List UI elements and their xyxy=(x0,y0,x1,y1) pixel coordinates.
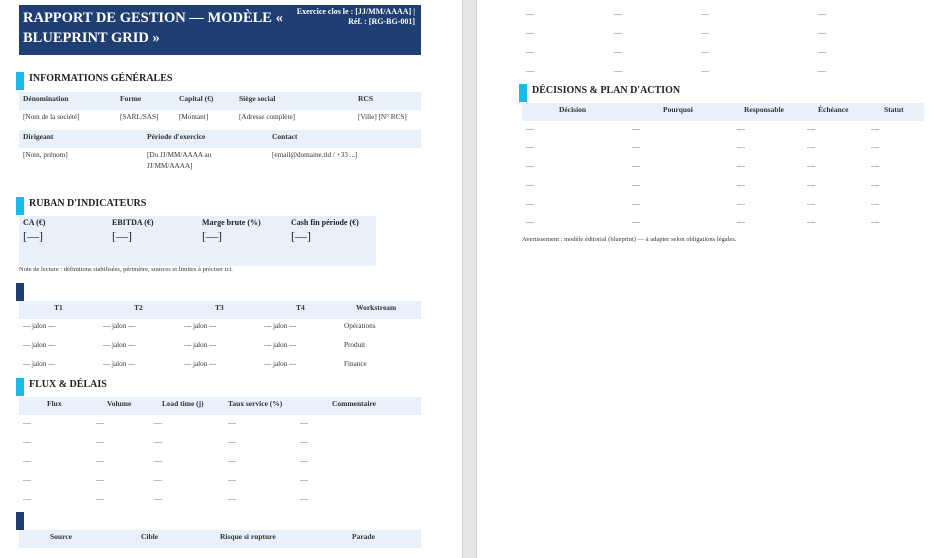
capital-value: [Montant] xyxy=(179,113,209,121)
flux-cell: — xyxy=(300,418,308,427)
decisions-cell: — xyxy=(871,142,879,151)
decisions-cell: — xyxy=(526,217,534,226)
deps-cell: — xyxy=(701,66,709,75)
decisions-cell: — xyxy=(807,161,815,170)
decisions-cell: — xyxy=(526,161,534,170)
flux-cell: — xyxy=(228,456,236,465)
kpi-card xyxy=(23,217,103,244)
general-col-header: Forme xyxy=(120,94,142,103)
decisions-cell: — xyxy=(807,199,815,208)
timeline-col-header: Workstream xyxy=(356,303,397,312)
timeline-cell: — jalon — xyxy=(103,322,136,330)
general-col-header: Période d'exercice xyxy=(147,132,206,141)
general-header-band-2 xyxy=(19,130,421,148)
kpi-card xyxy=(202,217,282,244)
flux-cell: — xyxy=(154,418,162,427)
timeline-col-header: T3 xyxy=(215,303,224,312)
deps-cell: — xyxy=(818,28,826,37)
flux-cell: — xyxy=(23,437,31,446)
deps-cell: — xyxy=(818,47,826,56)
deps-col-header: Cible xyxy=(141,532,159,541)
decisions-cell: — xyxy=(632,199,640,208)
flux-cell: — xyxy=(23,418,31,427)
flux-cell: — xyxy=(96,456,104,465)
decisions-cell: — xyxy=(526,142,534,151)
flux-cell: — xyxy=(228,437,236,446)
general-col-header: Capital (€) xyxy=(179,94,214,103)
section-title-general: INFORMATIONS GÉNÉRALES xyxy=(29,73,173,84)
timeline-cell: — jalon — xyxy=(264,341,297,349)
decisions-cell: — xyxy=(526,124,534,133)
timeline-cell: Finance xyxy=(344,360,367,368)
kpi-label: Cash fin période (€) xyxy=(291,218,359,227)
flux-cell: — xyxy=(23,456,31,465)
deps-cell: — xyxy=(614,47,622,56)
section-marker xyxy=(16,197,24,215)
deps-cell: — xyxy=(526,66,534,75)
deps-cell: — xyxy=(701,47,709,56)
kpi-note: Note de lecture : définitions stabilisées, périmètre, sources et limites à préciser ici. xyxy=(19,266,233,273)
contact-value: [email@domaine.tld / +33 ...] xyxy=(272,151,358,159)
headquarters-value: [Adresse complète] xyxy=(239,113,296,121)
flux-col-header: Taux service (%) xyxy=(228,399,283,408)
page-2 xyxy=(477,0,934,558)
decisions-cell: — xyxy=(807,142,815,151)
timeline-cell: Produit xyxy=(344,341,366,349)
kpi-value: [—] xyxy=(23,229,43,243)
flux-col-header: Commentaire xyxy=(332,399,377,408)
flux-cell: — xyxy=(228,475,236,484)
flux-cell: — xyxy=(96,494,104,503)
deps-cell: — xyxy=(526,9,534,18)
decisions-col-header: Statut xyxy=(884,105,904,114)
deps-cell: — xyxy=(526,47,534,56)
general-col-header: Siège social xyxy=(239,94,276,103)
decisions-col-header: Pourquoi xyxy=(663,105,693,114)
timeline-cell: — jalon — xyxy=(103,341,136,349)
flux-cell: — xyxy=(300,437,308,446)
decisions-cell: — xyxy=(632,142,640,151)
timeline-cell: — jalon — xyxy=(184,322,217,330)
kpi-value: [—] xyxy=(291,229,311,243)
section-marker xyxy=(16,378,24,396)
decisions-cell: — xyxy=(871,217,879,226)
decisions-cell: — xyxy=(737,217,745,226)
deps-col-header: Parade xyxy=(352,532,375,541)
timeline-cell: — jalon — xyxy=(23,360,56,368)
general-col-header: Contact xyxy=(272,132,298,141)
decisions-cell: — xyxy=(632,161,640,170)
decisions-cell: — xyxy=(871,124,879,133)
deps-col-header: Source xyxy=(50,532,72,541)
flux-cell: — xyxy=(23,494,31,503)
deps-cell: — xyxy=(818,9,826,18)
kpi-card xyxy=(291,217,371,244)
timeline-col-header: T2 xyxy=(134,303,143,312)
decisions-cell: — xyxy=(737,199,745,208)
legal-form-value: [SARL/SAS] xyxy=(120,113,159,121)
flux-cell: — xyxy=(228,418,236,427)
section-marker xyxy=(16,283,24,301)
flux-cell: — xyxy=(96,475,104,484)
flux-cell: — xyxy=(154,475,162,484)
timeline-cell: — jalon — xyxy=(264,322,297,330)
decisions-cell: — xyxy=(737,180,745,189)
deps-cell: — xyxy=(614,9,622,18)
section-marker xyxy=(16,72,24,90)
section-title-kpi: RUBAN D'INDICATEURS xyxy=(29,198,147,209)
flux-cell: — xyxy=(154,494,162,503)
timeline-cell: Opérations xyxy=(344,322,376,330)
timeline-col-header: T4 xyxy=(296,303,305,312)
timeline-cell: — jalon — xyxy=(23,341,56,349)
decisions-cell: — xyxy=(526,199,534,208)
deps-cell: — xyxy=(701,28,709,37)
general-col-header: Dirigeant xyxy=(23,132,54,141)
decisions-cell: — xyxy=(632,180,640,189)
general-col-header: Dénomination xyxy=(23,94,69,103)
general-col-header: RCS xyxy=(358,94,374,103)
deps-cell: — xyxy=(526,28,534,37)
kpi-value: [—] xyxy=(112,229,132,243)
flux-cell: — xyxy=(228,494,236,503)
flux-cell: — xyxy=(300,456,308,465)
page-gap xyxy=(462,0,477,558)
flux-col-header: Volume xyxy=(107,399,132,408)
decisions-cell: — xyxy=(737,161,745,170)
flux-cell: — xyxy=(300,475,308,484)
report-reference: Réf. : [RG-BG-001] xyxy=(348,17,415,26)
kpi-label: EBITDA (€) xyxy=(112,218,154,227)
deps-cell: — xyxy=(701,9,709,18)
flux-col-header: Lead time (j) xyxy=(162,399,204,408)
timeline-cell: — jalon — xyxy=(184,341,217,349)
section-title-decisions: DÉCISIONS & PLAN D'ACTION xyxy=(532,85,681,96)
deps-cell: — xyxy=(818,66,826,75)
flux-cell: — xyxy=(154,456,162,465)
decisions-cell: — xyxy=(632,124,640,133)
timeline-cell: — jalon — xyxy=(23,322,56,330)
decisions-cell: — xyxy=(807,217,815,226)
flux-cell: — xyxy=(300,494,308,503)
report-header xyxy=(19,5,421,55)
timeline-cell: — jalon — xyxy=(264,360,297,368)
director-value: [Nom, prénom] xyxy=(23,151,68,159)
flux-cell: — xyxy=(23,475,31,484)
decisions-col-header: Responsable xyxy=(744,105,785,114)
flux-col-header: Flux xyxy=(47,399,62,408)
report-title: RAPPORT DE GESTION — MODÈLE « BLUEPRINT GRID » xyxy=(23,10,283,46)
decisions-cell: — xyxy=(807,124,815,133)
company-name-value: [Nom de la société] xyxy=(23,113,80,121)
report-meta xyxy=(245,7,415,27)
kpi-card xyxy=(112,217,192,244)
decisions-cell: — xyxy=(871,161,879,170)
timeline-col-header: T1 xyxy=(54,303,63,312)
section-marker xyxy=(16,512,24,530)
flux-cell: — xyxy=(154,437,162,446)
decisions-cell: — xyxy=(871,180,879,189)
timeline-cell: — jalon — xyxy=(184,360,217,368)
flux-cell: — xyxy=(96,418,104,427)
kpi-label: CA (€) xyxy=(23,218,46,227)
timeline-cell: — jalon — xyxy=(103,360,136,368)
decisions-cell: — xyxy=(632,217,640,226)
page-1 xyxy=(0,0,462,558)
deps-col-header: Risque si rupture xyxy=(220,532,276,541)
section-marker xyxy=(519,84,527,102)
decisions-cell: — xyxy=(807,180,815,189)
decisions-cell: — xyxy=(871,199,879,208)
rcs-value: [Ville] [N° RCS] xyxy=(358,113,407,121)
deps-cell: — xyxy=(614,66,622,75)
decisions-cell: — xyxy=(737,124,745,133)
flux-cell: — xyxy=(96,437,104,446)
fiscal-year-end: Exercice clos le : [JJ/MM/AAAA] | xyxy=(296,7,415,16)
decisions-cell: — xyxy=(526,180,534,189)
decisions-col-header: Échéance xyxy=(818,105,849,114)
legal-disclaimer: Avertissement : modèle éditorial (blueprint) — à adapter selon obligations légales. xyxy=(522,236,737,243)
kpi-label: Marge brute (%) xyxy=(202,218,261,227)
section-title-flux: FLUX & DÉLAIS xyxy=(29,379,107,390)
kpi-value: [—] xyxy=(202,229,222,243)
decisions-cell: — xyxy=(737,142,745,151)
period-value: [Du JJ/MM/AAAA au JJ/MM/AAAA] xyxy=(147,151,212,170)
decisions-col-header: Décision xyxy=(559,105,587,114)
deps-cell: — xyxy=(614,28,622,37)
